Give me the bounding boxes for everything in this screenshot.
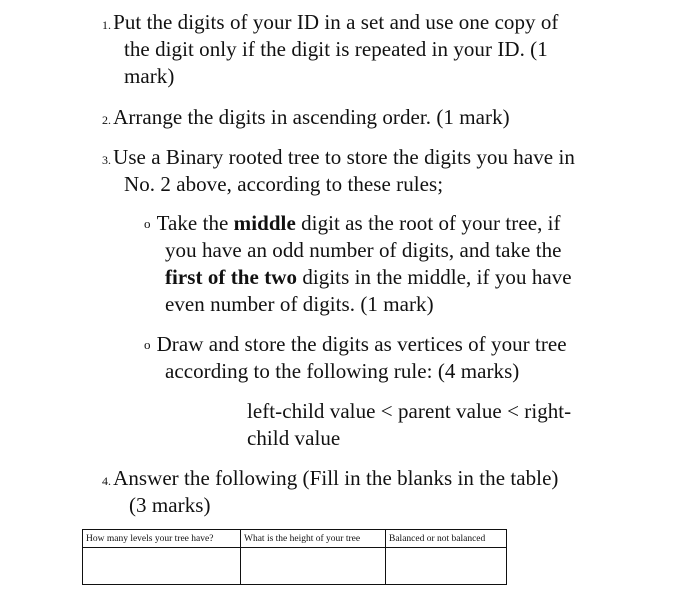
bullet-1-line-4: even number of digits. (1 mark) [165, 292, 434, 316]
bullet-1-marker: o [144, 216, 151, 231]
header-balanced: Balanced or not balanced [386, 530, 507, 548]
item-1-line-1: 1.Put the digits of your ID in a set and use one copy of [102, 10, 559, 34]
item-2-number: 2. [102, 113, 112, 127]
answer-table [82, 529, 507, 585]
item-4-number: 4. [102, 474, 112, 488]
answer-cell-height[interactable] [241, 548, 386, 585]
item-4-line-1: 4.Answer the following (Fill in the blanks in the table) [102, 466, 559, 490]
rule-line-1: left-child value < parent value < right- [247, 399, 572, 423]
item-4-line-2: (3 marks) [129, 493, 211, 517]
item-3-line-1: 3.Use a Binary rooted tree to store the digits you have in [102, 145, 575, 169]
bullet-2-line-1: o Draw and store the digits as vertices of your tree [144, 332, 567, 356]
header-levels: How many levels your tree have? [83, 530, 241, 548]
bullet-1-line-1: o Take the middle digit as the root of your tree, if [144, 211, 561, 235]
answer-cell-levels[interactable] [83, 548, 241, 585]
bullet-1-line-2: you have an odd number of digits, and take the [165, 238, 562, 262]
answer-cell-balanced[interactable] [386, 548, 507, 585]
item-1-number: 1. [102, 18, 112, 32]
header-height: What is the height of your tree [241, 530, 386, 548]
rule-line-2: child value [247, 426, 341, 450]
bullet-2-line-2: according to the following rule: (4 marks) [165, 359, 520, 383]
item-3-number: 3. [102, 153, 112, 167]
bullet-1-line-3: first of the two digits in the middle, if you have [165, 265, 572, 289]
item-1-line-2: the digit only if the digit is repeated in your ID. (1 [124, 37, 548, 61]
item-3-line-2: No. 2 above, according to these rules; [124, 172, 444, 196]
item-2-line-1: 2.Arrange the digits in ascending order. (1 mark) [102, 105, 510, 129]
bullet-2-marker: o [144, 337, 151, 352]
item-1-line-3: mark) [124, 64, 175, 88]
table-row [83, 548, 507, 585]
table-header-row [83, 530, 507, 548]
